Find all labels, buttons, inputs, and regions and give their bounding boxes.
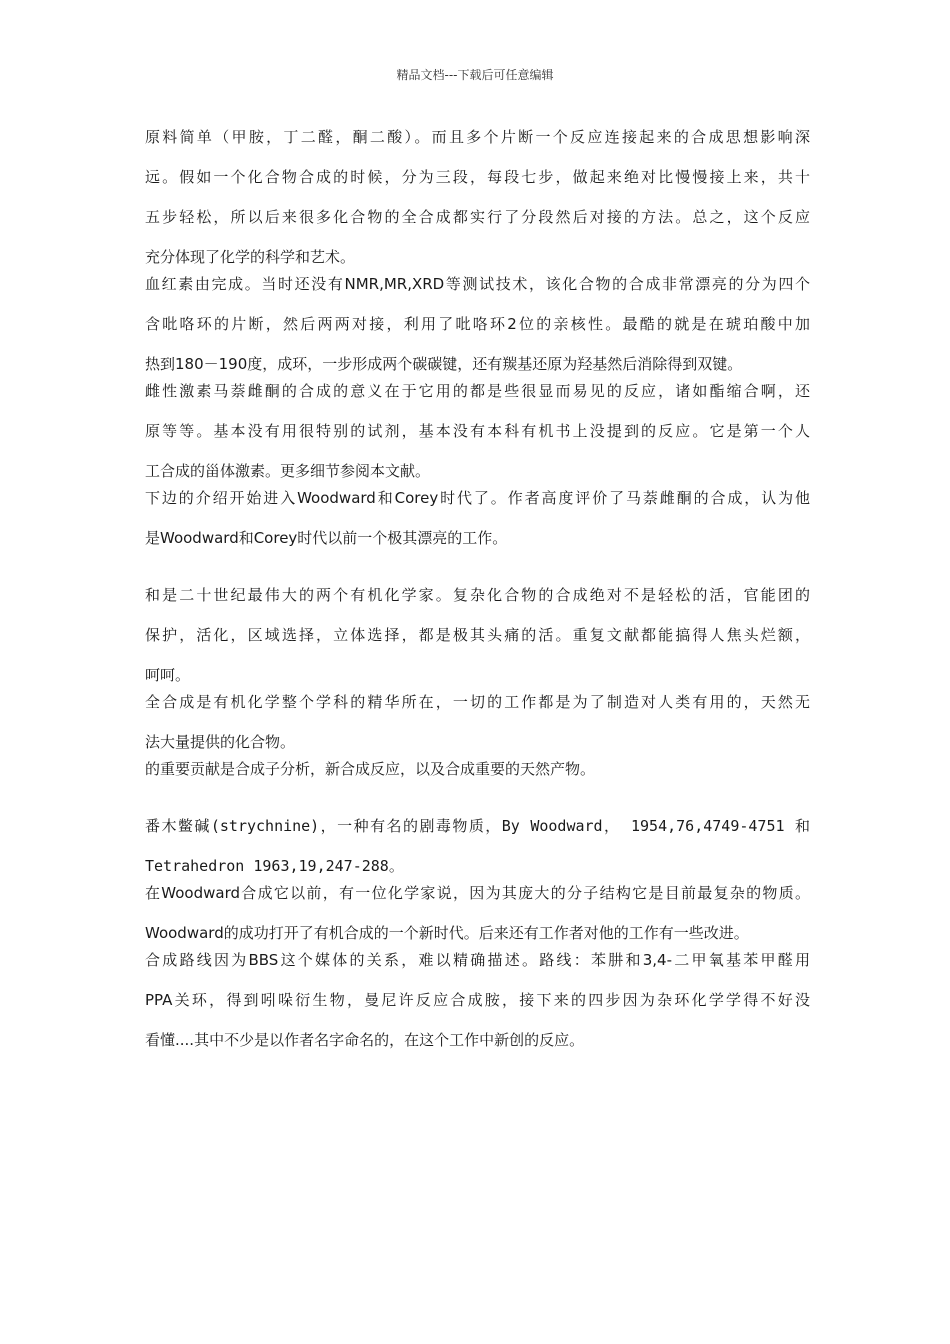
text-line: 法大量提供的化合物。 — [145, 733, 296, 751]
text-line: 雌性激素马萘雌酮的合成的意义在于它用的都是些很显而易见的反应，诸如酯缩合啊，还 — [145, 382, 810, 400]
text-line: 是Woodward和Corey时代以前一个极其漂亮的工作。 — [145, 529, 508, 547]
text-line: 合成路线因为BBS这个媒体的关系，难以精确描述。路线：苯肼和3,4-二甲氧基苯甲醛用 — [145, 951, 810, 969]
text-line: 看懂....其中不少是以作者名字命名的，在这个工作中新创的反应。 — [145, 1031, 585, 1049]
text-line: 含吡咯环的片断，然后两两对接，利用了吡咯环2位的亲核性。最酷的就是在琥珀酸中加 — [145, 315, 810, 333]
text-line: 血红素由完成。当时还没有NMR,MR,XRD等测试技术，该化合物的合成非常漂亮的分为四个 — [145, 275, 810, 293]
text-line: 呵呵。 — [145, 666, 191, 684]
text-line: Tetrahedron 1963,19,247-288。 — [145, 857, 404, 875]
document-body — [145, 123, 810, 1066]
text-line: 原等等。基本没有用很特别的试剂，基本没有本科有机书上没提到的反应。它是第一个人 — [145, 422, 810, 440]
text-line: 五步轻松，所以后来很多化合物的全合成都实行了分段然后对接的方法。总之，这个反应 — [145, 208, 810, 226]
text-line: 下边的介绍开始进入Woodward和Corey时代了。作者高度评价了马萘雌酮的合成，认为他 — [145, 489, 810, 507]
text-line: 在Woodward合成它以前，有一位化学家说，因为其庞大的分子结构它是目前最复杂的物质。 — [145, 884, 810, 902]
text-line: 保护，活化，区域选择，立体选择，都是极其头痛的活。重复文献都能搞得人焦头烂额， — [145, 626, 810, 644]
text-line: 和是二十世纪最伟大的两个有机化学家。复杂化合物的合成绝对不是轻松的活，官能团的 — [145, 586, 810, 604]
text-line: PPA关环，得到吲哚衍生物，曼尼许反应合成胺，接下来的四步因为杂环化学学得不好没 — [145, 991, 810, 1009]
text-line: 番木鳖碱(strychnine)，一种有名的剧毒物质，By Woodward， 1954,76,4749-4751 和 — [145, 817, 810, 835]
text-line: 原料简单（甲胺，丁二醛，酮二酸）。而且多个片断一个反应连接起来的合成思想影响深 — [145, 128, 810, 146]
text-line: 热到180－190度，成环，一步形成两个碳碳键，还有羰基还原为羟基然后消除得到双键。 — [145, 355, 743, 373]
text-line: Woodward的成功打开了有机合成的一个新时代。后来还有工作者对他的工作有一些改进。 — [145, 924, 749, 942]
text-line: 远。假如一个化合物合成的时候，分为三段，每段七步，做起来绝对比慢慢接上来，共十 — [145, 168, 810, 186]
text-line: 全合成是有机化学整个学科的精华所在，一切的工作都是为了制造对人类有用的，天然无 — [145, 693, 810, 711]
text-line: 的重要贡献是合成子分析，新合成反应，以及合成重要的天然产物。 — [145, 760, 596, 778]
page-header: 精品文档---下载后可任意编辑 — [396, 68, 554, 82]
text-line: 充分体现了化学的科学和艺术。 — [145, 248, 356, 266]
text-line: 工合成的甾体激素。更多细节参阅本文献。 — [145, 462, 431, 480]
